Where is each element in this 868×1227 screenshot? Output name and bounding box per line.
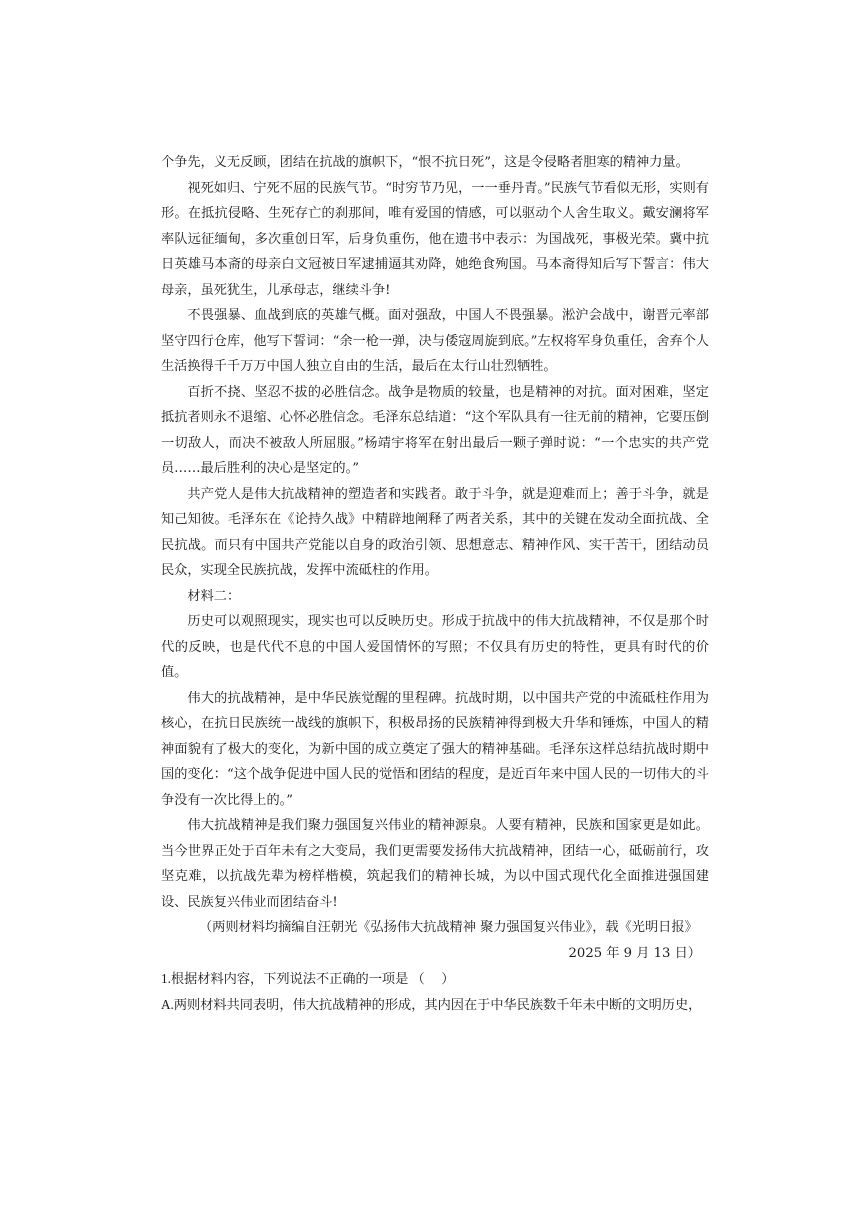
- paragraph-heroic-spirit: 不畏强暴、血战到底的英雄气概。面对强敌，中国人不畏强暴。淞沪会战中，谢晋元率部坚守四行仓库，他写下誓词：“余一枪一弹，决与倭寇周旋到底。”左权将军身负重任，舍弃个人生活换得千千万万中国人独立自由的生活，最后在太行山壮烈牺牲。: [161, 308, 709, 374]
- paragraph-national-integrity: 视死如归、宁死不屈的民族气节。“时穷节乃见，一一垂丹青。”民族气节看似无形，实则有形。在抵抗侵略、生死存亡的刹那间，唯有爱国的情感，可以驱动个人舍生取义。戴安澜将军率队远征缅甸，多次重创日军，后身负重伤，他在遗书中表示：为国战死，事极光荣。冀中抗日英雄马本斋的母亲白文冠被日军逮捕逼其劝降，她绝食殉国。马本斋得知后写下誓言：伟大母亲，虽死犹生，儿承母志，继续斗争!: [161, 180, 709, 298]
- material-2-paragraph-milestone: 伟大的抗战精神，是中华民族觉醒的里程碑。抗战时期，以中国共产党的中流砥柱作用为核心，在抗日民族统一战线的旗帜下，积极昂扬的民族精神得到极大升华和锤炼，中国人的精神面貌有了极大的变化，为新中国的成立奠定了强大的精神基础。毛泽东这样总结抗战时期中国的变化：“这个战争促进中国人民的觉悟和团结的程度，是近百年来中国人民的一切伟大的斗争没有一次比得上的。”: [161, 690, 709, 808]
- material-2-label: 材料二：: [187, 588, 241, 604]
- material-2-paragraph-history: 历史可以观照现实，现实也可以反映历史。形成于抗战中的伟大抗战精神，不仅是那个时代的反映，也是代代不息的中国人爱国情怀的写照；不仅具有历史的特性，更具有时代的价值。: [161, 614, 709, 680]
- document-page: [161, 150, 709, 1017]
- question-1-option-a: A.两则材料共同表明，伟大抗战精神的形成，其内因在于中华民族数千年未中断的文明历史，: [161, 996, 702, 1012]
- paragraph-communist-party: 共产党人是伟大抗战精神的塑造者和实践者。敢于斗争，就是迎难而上；善于斗争，就是知己知彼。毛泽东在《论持久战》中精辟地阐释了两者关系，其中的关键在发动全面抗战、全民抗战。而只有中国共产党能以自身的政治引领、思想意志、精神作风、实干苦干，团结动员民众，实现全民族抗战，发挥中流砥柱的作用。: [161, 486, 709, 578]
- source-citation: （两则材料均摘编自汪朝光《弘扬伟大抗战精神 聚力强国复兴伟业》，载《光明日报》: [199, 920, 698, 935]
- source-date: 2025 年 9 月 13 日）: [568, 945, 701, 961]
- paragraph-victory-belief: 百折不挠、坚忍不拔的必胜信念。战争是物质的较量，也是精神的对抗。面对困难，坚定抵抗者则永不退缩、心怀必胜信念。毛泽东总结道：“这个军队具有一往无前的精神，它要压倒一切敌人，而决不被敌人所屈服。”杨靖宇将军在射出最后一颗子弹时说：“一个忠实的共产党员……最后胜利的决心是坚定的。”: [161, 384, 709, 476]
- paragraph-continuation: 个争先，义无反顾，团结在抗战的旗帜下，“恨不抗日死”，这是令侵略者胆寒的精神力量。: [161, 155, 689, 170]
- question-1-stem: 1.根据材料内容，下列说法不正确的一项是 （ ）: [161, 971, 455, 986]
- material-2-paragraph-source-of-spirit: 伟大抗战精神是我们聚力强国复兴伟业的精神源泉。人要有精神，民族和国家更是如此。当今世界正处于百年未有之大变局，我们更需要发扬伟大抗战精神，团结一心，砥砺前行，攻坚克难，以抗战先辈为榜样楷模，筑起我们的精神长城，为以中国式现代化全面推进强国建设、民族复兴伟业而团结奋斗!: [161, 818, 709, 910]
